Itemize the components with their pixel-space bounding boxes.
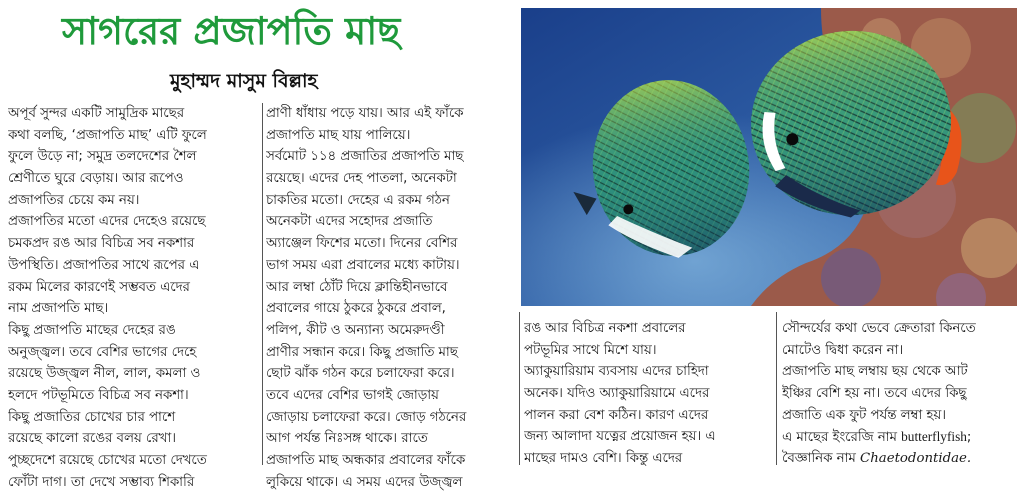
article-line: হলদে পটভূমিতে বিচিত্র সব নকশা।	[8, 387, 189, 403]
article-line: অনেক। যদিও অ্যাকুয়ারিয়ামে এদের	[524, 386, 710, 402]
article-line: প্রজাতি এক ফুট পর্যন্ত লম্বা হয়।	[782, 407, 946, 423]
article-line: ইঞ্চির বেশি হয় না। তবে এদের কিছু	[782, 386, 967, 402]
article-title: সাগরের প্রজাপতি মাছ	[62, 9, 401, 53]
article-column-4	[782, 318, 1018, 470]
article-column-1	[8, 103, 260, 493]
article-line: কিছু প্রজাতির চোখের চার পাশে	[8, 409, 176, 425]
article-line: প্রবালের গায়ে ঠুকরে ঠুকরে প্রবাল,	[266, 301, 446, 317]
article-byline: মুহাম্মদ মাসুম বিল্লাহ	[170, 70, 318, 92]
article-line: জোড়ায় চলাফেরা করে। জোড় গঠনের	[266, 409, 467, 425]
article-line: অ্যাকুয়ারিয়াম ব্যবসায় এদের চাহিদা	[524, 364, 709, 380]
article-line: চমকপ্রদ রঙ আর বিচিত্র সব নকশার	[8, 236, 195, 252]
article-line: পুচ্ছদেশে রয়েছে চোখের মতো দেখতে	[8, 453, 207, 468]
article-line	[782, 448, 1018, 470]
article-line: উপস্থিতি। প্রজাপতির সাথে রূপের এ	[8, 257, 200, 273]
english-name-separator: ;	[966, 430, 972, 446]
article-line: রঙ আর বিচিত্র নকশা প্রবালের	[524, 321, 686, 336]
article-line: প্রজাপতি মাছ অন্ধকার প্রবালের ফাঁকে	[266, 453, 466, 468]
article-line: ফুলে উড়ে না; সমুদ্র তলদেশের শৈল	[8, 149, 197, 165]
english-name-prefix: এ মাছের ইংরেজি নাম	[782, 430, 902, 446]
article-line: অনুজ্জ্বল। তবে বেশির ভাগের দেহে	[8, 344, 197, 360]
article-line: সর্বমোট ১১৪ প্রজাতির প্রজাপতি মাছ	[266, 149, 464, 165]
scientific-name: Chaetodontidae.	[860, 451, 972, 467]
butterflyfish-photo	[521, 8, 1017, 306]
article-line: জন্য আলাদা যত্নের প্রয়োজন হয়। এ	[524, 429, 716, 445]
article-line: তবে এদের বেশির ভাগই জোড়ায়	[266, 387, 439, 403]
article-line: কিছু প্রজাপতি মাছের দেহের রঙ	[8, 322, 176, 338]
article-line: আগ পর্যন্ত নিঃসঙ্গ থাকে। রাতে	[266, 431, 428, 447]
article-line	[782, 426, 1018, 448]
column-divider	[776, 312, 777, 465]
article-line: নাম প্রজাপতি মাছ।	[8, 301, 109, 317]
article-line: প্রজাপতির মতো এদের দেহেও রয়েছে	[8, 214, 206, 230]
article-line: লুকিয়ে থাকে। এ সময় এদের উজ্জ্বল	[266, 474, 463, 490]
article-line: অপূর্ব সুন্দর একটি সামুদ্রিক মাছের	[8, 106, 185, 121]
article-line: ফোঁটা দাগ। তা দেখে সম্ভাব্য শিকারি	[8, 474, 195, 490]
article-line: রকম মিলের কারণেই সম্ভবত এদের	[8, 279, 190, 295]
article-line: প্রাণীর সন্ধান করে। কিছু প্রজাতি মাছ	[266, 344, 458, 360]
article-column-3	[524, 318, 768, 470]
article-line: রয়েছে উজ্জ্বল নীল, লাল, কমলা ও	[8, 366, 201, 382]
article-line: ভাগ সময় এরা প্রবালের মধ্যে কাটায়।	[266, 257, 460, 273]
article-line: অনেকটা এদের সহোদর প্রজাতি	[266, 214, 433, 230]
article-line: পলিপ, কীট ও অন্যান্য অমেরুদণ্ডী	[266, 322, 445, 338]
article-line: কথা বলছি, ‘প্রজাপতি মাছ’ এটি ফুলে	[8, 127, 207, 143]
article-line: চাকতির মতো। দেহের এ রকম গঠন	[266, 192, 450, 208]
article-line: রয়েছে। এদের দেহ পাতলা, অনেকটা	[266, 171, 457, 187]
article-line: প্রজাপতি মাছ যায় পালিয়ে।	[266, 127, 411, 143]
article-line: আর লম্বা ঠোঁট দিয়ে ক্লান্তিহীনভাবে	[266, 279, 448, 295]
article-line: প্রজাপতির চেয়ে কম নয়।	[8, 192, 140, 208]
scientific-name-prefix: বৈজ্ঞানিক নাম	[782, 451, 861, 467]
column-divider	[262, 103, 263, 465]
article-line: পটভূমির সাথে মিশে যায়।	[524, 342, 657, 358]
article-column-2	[266, 103, 516, 493]
article-line: ছোট ঝাঁক গঠন করে চলাফেরা করে।	[266, 366, 455, 382]
article-line: অ্যাঞ্জেল ফিশের মতো। দিনের বেশির	[266, 236, 458, 252]
article-line: পালন করা বেশ কঠিন। কারণ এদের	[524, 407, 709, 423]
article-line: শ্রেণীতে ঘুরে বেড়ায়। আর রূপেও	[8, 171, 184, 187]
article-line: সৌন্দর্যের কথা ভেবে ক্রেতারা কিনতে	[782, 321, 976, 336]
article-line: মোটেও দ্বিধা করেন না।	[782, 342, 904, 358]
article-line: প্রজাপতি মাছ লম্বায় ছয় থেকে আট	[782, 364, 968, 380]
english-name: butterflyfish	[901, 429, 967, 445]
article-line: প্রাণী ধাঁধায় পড়ে যায়। আর এই ফাঁকে	[266, 106, 464, 121]
article-line: মাছের দামও বেশি। কিন্তু এদের	[524, 451, 683, 467]
column-divider	[519, 312, 520, 465]
article-line: রয়েছে কালো রঙের বলয় রেখা।	[8, 431, 176, 447]
